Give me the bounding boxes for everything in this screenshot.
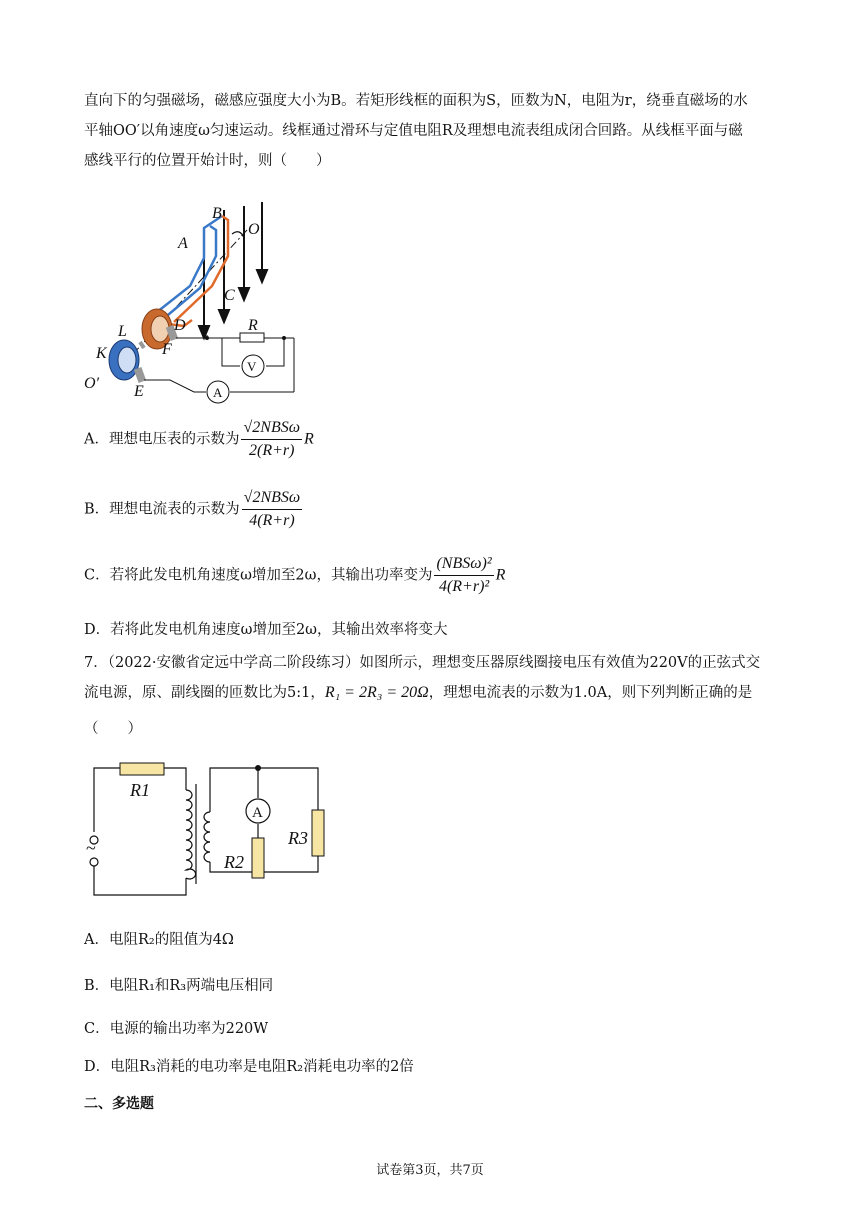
q7-formula: R₁ = 2R₃ = 20Ω <box>324 684 429 701</box>
fraction-numerator: √2NBSω <box>241 418 302 440</box>
fraction-denominator: 4(R+r)² <box>438 578 490 595</box>
option-6a-fraction <box>241 418 302 461</box>
option-6a-suffix: R <box>304 430 314 448</box>
option-7d: D．电阻R₃消耗的电功率是电阻R₂消耗电功率的2倍 <box>84 1059 414 1075</box>
label-L: L <box>118 323 127 340</box>
label-R3: R3 <box>288 828 308 848</box>
option-6b <box>84 488 784 531</box>
q7-line-2b: ，理想电流表的示数为1.0A，则下列判断正确的是 <box>428 685 753 701</box>
option-7a: A．电阻R₂的阻值为4Ω <box>84 932 234 948</box>
option-6a <box>84 418 784 461</box>
label-E: E <box>134 383 144 400</box>
label-B: B <box>212 205 222 222</box>
label-ammeter: A <box>252 805 263 821</box>
section-heading: 二、多选题 <box>84 1096 154 1112</box>
fraction-numerator: (NBSω)² <box>434 554 493 576</box>
label-R2: R2 <box>224 852 244 872</box>
q7-line-3: （ ） <box>84 721 142 737</box>
fraction-denominator: 2(R+r) <box>249 442 295 459</box>
option-6a-text: A．理想电压表的示数为 <box>84 431 240 448</box>
generator-figure <box>82 196 302 406</box>
transformer-figure <box>82 760 332 905</box>
label-F: F <box>162 341 172 358</box>
option-6d: D．若将此发电机角速度ω增加至2ω，其输出效率将变大 <box>84 622 448 638</box>
label-D: D <box>174 317 186 334</box>
stem-line-1: 直向下的匀强磁场，磁感应强度大小为B。若矩形线框的面积为S，匝数为N，电阻为r，绕垂直磁场的水 <box>84 93 748 109</box>
page-footer: 试卷第3页，共7页 <box>376 1163 484 1178</box>
label-C: C <box>224 287 235 304</box>
stem-line-2: 平轴OO′以角速度ω匀速运动。线框通过滑环与定值电阻R及理想电流表组成闭合回路。从线框平面与磁 <box>84 123 743 139</box>
fraction-denominator: 4(R+r) <box>249 512 295 529</box>
fraction-numerator: √2NBSω <box>242 488 303 510</box>
label-O-prime: O′ <box>84 375 100 392</box>
stem-line-3: 感线平行的位置开始计时，则（ ） <box>84 153 331 169</box>
label-R1: R1 <box>130 780 150 800</box>
option-7c: C．电源的输出功率为220W <box>84 1021 269 1037</box>
question-7-stem <box>84 648 784 744</box>
option-6c-fraction <box>434 554 493 597</box>
question-6-stem <box>84 86 784 176</box>
option-6c <box>84 554 784 597</box>
q7-line-2a: 流电源，原、副线圈的匝数比为5:1， <box>84 685 325 701</box>
option-7b: B．电阻R₁和R₃两端电压相同 <box>84 978 274 994</box>
q7-line-1: 7．（2022·安徽省定远中学高二阶段练习）如图所示，理想变压器原线圈接电压有效值为220V的正弦式交 <box>84 655 761 671</box>
label-K: K <box>96 345 107 362</box>
label-A-coil: A <box>178 235 188 252</box>
option-6c-suffix: R <box>495 566 506 584</box>
option-6c-text: C．若将此发电机角速度ω增加至2ω，其输出功率变为 <box>84 567 433 584</box>
q7-line-2 <box>84 678 784 708</box>
label-ac-source: ~ <box>86 838 96 858</box>
label-R: R <box>248 317 258 334</box>
label-V: V <box>247 359 257 374</box>
label-A-meter: A <box>213 385 223 400</box>
option-6b-fraction <box>242 488 303 531</box>
label-O: O <box>248 221 260 238</box>
option-6b-text: B．理想电流表的示数为 <box>84 501 240 518</box>
